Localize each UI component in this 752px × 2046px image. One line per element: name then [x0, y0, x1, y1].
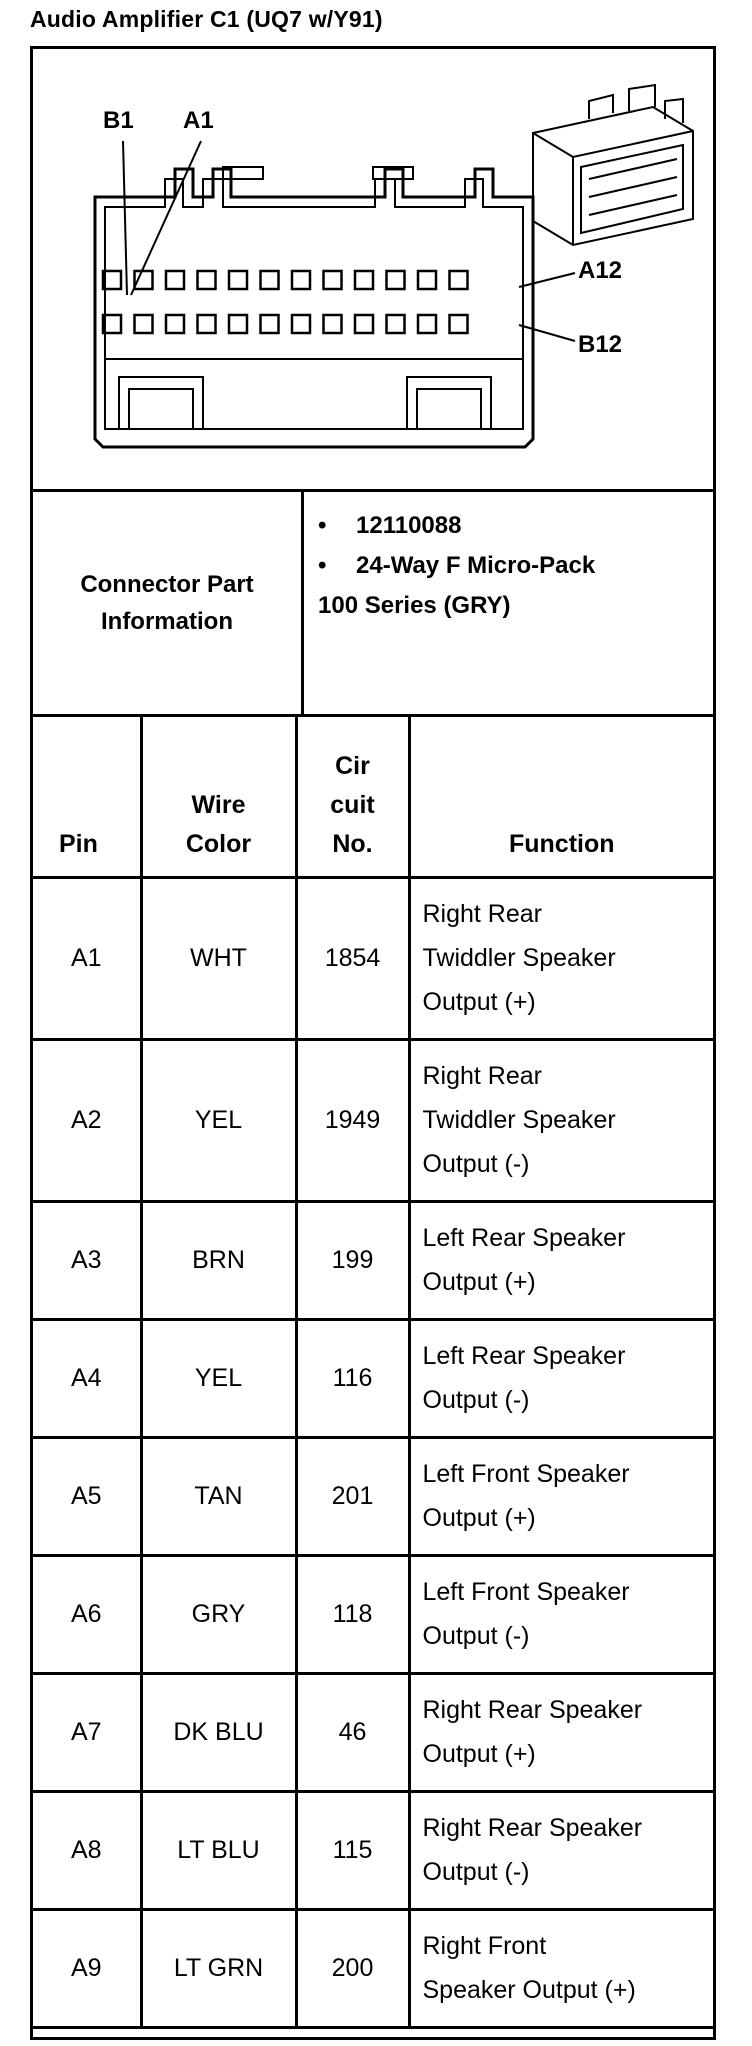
header-wire-line1: Wire	[191, 790, 246, 819]
wire-color-cell: WHT	[141, 877, 296, 1039]
label-a12: A12	[578, 257, 623, 284]
circuit-number-cell: 201	[296, 1437, 409, 1555]
cavity-b6	[261, 315, 279, 333]
function-line: Right Front	[422, 1932, 547, 1960]
circuit-number-cell: 118	[296, 1555, 409, 1673]
function-line: Left Rear Speaker	[422, 1342, 626, 1370]
table-row	[33, 1039, 713, 1201]
circuit-number-cell: 115	[296, 1791, 409, 1909]
function-line: Output (-)	[422, 1622, 530, 1650]
pinout-table	[33, 717, 713, 2029]
function-line: Output (+)	[422, 1740, 536, 1768]
circuit-number-cell: 200	[296, 1909, 409, 2027]
function-cell	[409, 1319, 713, 1437]
table-row	[33, 1437, 713, 1555]
function-line: Twiddler Speaker	[422, 944, 616, 972]
cavity-a6	[261, 271, 279, 289]
wire-color-cell: YEL	[141, 1039, 296, 1201]
pin-cell: A7	[33, 1673, 141, 1791]
header-pin: Pin	[33, 717, 141, 877]
cavity-b3	[166, 315, 184, 333]
function-cell	[409, 877, 713, 1039]
table-row	[33, 1555, 713, 1673]
cavity-grid	[103, 271, 468, 333]
function-cell	[409, 1555, 713, 1673]
cavity-b12	[450, 315, 468, 333]
connector-part-info-values	[318, 506, 595, 626]
page-title: Audio Amplifier C1 (UQ7 w/Y91)	[30, 6, 383, 32]
header-wire-color	[141, 717, 296, 877]
bullet-marker: •	[318, 512, 327, 539]
circuit-number-cell: 1949	[296, 1039, 409, 1201]
header-function: Function	[409, 717, 713, 877]
cavity-b4	[198, 315, 216, 333]
connector-sheet	[30, 46, 716, 2040]
circuit-number-cell: 116	[296, 1319, 409, 1437]
connector-diagram	[33, 49, 713, 492]
cavity-a8	[324, 271, 342, 289]
info-bullet-part-number	[318, 506, 595, 546]
function-cell	[409, 1039, 713, 1201]
function-cell	[409, 1909, 713, 2027]
connector-description: 24-Way F Micro-Pack	[356, 552, 596, 579]
function-line: Right Rear	[422, 1062, 542, 1090]
wire-color-cell: LT BLU	[141, 1791, 296, 1909]
cavity-b2	[135, 315, 153, 333]
circuit-number-cell: 199	[296, 1201, 409, 1319]
pin-cell: A6	[33, 1555, 141, 1673]
info-bullet-description	[318, 546, 595, 586]
wire-color-cell: TAN	[141, 1437, 296, 1555]
function-cell	[409, 1437, 713, 1555]
function-line: Left Front Speaker	[422, 1578, 630, 1606]
header-cir-line1: Cir	[335, 751, 370, 780]
label-a1: A1	[183, 107, 214, 134]
wire-color-cell: DK BLU	[141, 1673, 296, 1791]
cavity-a5	[229, 271, 247, 289]
wire-color-cell: BRN	[141, 1201, 296, 1319]
cavity-b9	[355, 315, 373, 333]
function-line: Speaker Output (+)	[422, 1976, 636, 2004]
table-header-row	[33, 717, 713, 877]
cavity-b5	[229, 315, 247, 333]
header-wire-line2: Color	[185, 829, 252, 858]
table-row	[33, 1201, 713, 1319]
header-circuit-no	[296, 717, 409, 877]
function-line: Right Rear	[422, 900, 542, 928]
label-b12: B12	[578, 331, 623, 358]
wire-color-cell: LT GRN	[141, 1909, 296, 2027]
function-line: Right Rear Speaker	[422, 1696, 643, 1724]
circuit-number-cell: 46	[296, 1673, 409, 1791]
function-cell	[409, 1201, 713, 1319]
label-b1: B1	[103, 107, 134, 134]
connector-part-info-label	[33, 492, 304, 714]
pin-cell: A3	[33, 1201, 141, 1319]
table-row	[33, 1791, 713, 1909]
cavity-a9	[355, 271, 373, 289]
cavity-b11	[418, 315, 436, 333]
wire-color-cell: YEL	[141, 1319, 296, 1437]
function-line: Output (+)	[422, 988, 536, 1016]
function-line: Left Rear Speaker	[422, 1224, 626, 1252]
header-cir-line3: No.	[332, 829, 373, 858]
connector-part-info	[33, 492, 713, 717]
table-row	[33, 1319, 713, 1437]
function-line: Output (-)	[422, 1150, 530, 1178]
pin-cell: A8	[33, 1791, 141, 1909]
cavity-a7	[292, 271, 310, 289]
pin-cell: A1	[33, 877, 141, 1039]
table-row	[33, 877, 713, 1039]
table-row	[33, 1909, 713, 2027]
cavity-a3	[166, 271, 184, 289]
function-cell	[409, 1673, 713, 1791]
cavity-a10	[387, 271, 405, 289]
circuit-number-cell: 1854	[296, 877, 409, 1039]
info-label-line1: Connector Part	[80, 571, 254, 598]
cavity-b7	[292, 315, 310, 333]
function-line: Output (-)	[422, 1386, 530, 1414]
function-line: Output (+)	[422, 1504, 536, 1532]
pin-cell: A5	[33, 1437, 141, 1555]
info-label-line2: Information	[100, 608, 233, 635]
pin-cell: A4	[33, 1319, 141, 1437]
header-cir-line2: cuit	[330, 790, 375, 819]
part-number: 12110088	[356, 512, 462, 539]
wire-color-cell: GRY	[141, 1555, 296, 1673]
pin-cell: A2	[33, 1039, 141, 1201]
cavity-b8	[324, 315, 342, 333]
function-cell	[409, 1791, 713, 1909]
cavity-a12	[450, 271, 468, 289]
cavity-b10	[387, 315, 405, 333]
cavity-a4	[198, 271, 216, 289]
pin-cell: A9	[33, 1909, 141, 2027]
function-line: Output (-)	[422, 1858, 530, 1886]
connector-series: 100 Series (GRY)	[318, 592, 511, 619]
table-row	[33, 1673, 713, 1791]
bullet-marker: •	[318, 552, 327, 579]
function-line: Output (+)	[422, 1268, 536, 1296]
function-line: Left Front Speaker	[422, 1460, 630, 1488]
function-line: Right Rear Speaker	[422, 1814, 643, 1842]
connector-isometric-sketch	[533, 85, 693, 245]
cavity-a11	[418, 271, 436, 289]
function-line: Twiddler Speaker	[422, 1106, 616, 1134]
